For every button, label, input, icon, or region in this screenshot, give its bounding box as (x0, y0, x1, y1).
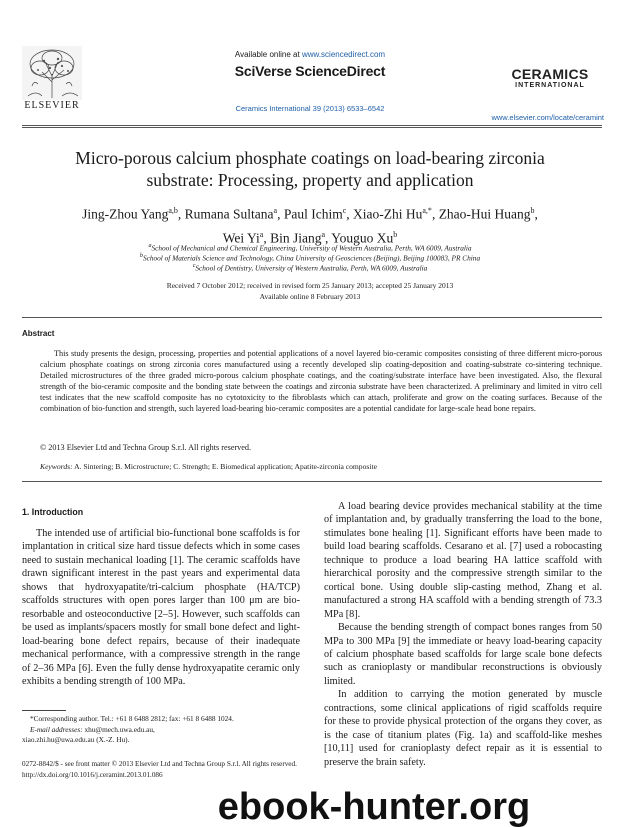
author-name[interactable]: Xiao-Zhi Hu (353, 206, 423, 222)
journal-logo-line2: INTERNATIONAL (515, 82, 585, 89)
keywords (40, 462, 377, 471)
left-column (22, 527, 300, 688)
publisher-name: ELSEVIER (24, 100, 80, 111)
author-name[interactable]: Wei Yi (222, 230, 260, 245)
keywords-label: Keywords: (40, 462, 73, 471)
footnote-rule (22, 710, 66, 711)
header-rule-secondary (22, 127, 602, 128)
doi-link[interactable]: http://dx.doi.org/10.1016/j.ceramint.2013.01.086 (22, 770, 163, 779)
paragraph: Because the bending strength of compact bones ranges from 50 MPa to 300 MPa [9] the immediate or heavy load-bearing capacity of calcium phosphate based scaffolds for large scale bone defects such as cranioplasty or mandibular reconstructions is obviously limited. (324, 622, 602, 687)
footnote (22, 714, 322, 746)
journal-reference-link[interactable]: Ceramics International 39 (2013) 6533–6542 (235, 104, 385, 113)
author-name[interactable]: Youguo Xu (331, 230, 394, 245)
watermark (144, 785, 604, 827)
affiliation: $^a$School of Mechanical and Chemical Engineering, University of Western Australia, Perth, WA 6009, Australia (148, 243, 472, 253)
sciencedirect-link[interactable]: www.sciencedirect.com (301, 50, 386, 59)
journal-logo-line1: CERAMICS (511, 66, 589, 82)
journal-homepage-link[interactable]: www.elsevier.com/locate/ceramint (491, 113, 604, 122)
paragraph: The intended use of artificial bio-functional bone scaffolds is for implantation in critical size hard tissue defects which in some cases need to sustain mechanical loading [1]. The ceramic scaffolds have drawn significant interest in the past years and experimental data shows that hydroxyapatite/tri-calcium phosphate (HA/TCP) scaffolds structures with open pores larger than 100 μm are bio-resorbable and osteoconductive [2–5]. However, such scaffolds can be used as implants/spacers mostly for small bone defect and light-load-bearing bone defect repairs, because of their inadequate mechanical performance, with a compressive strength in the range of 2–36 MPa [6]. Even the fully dense hydroxyapatite ceramic only exhibits a bending strength of 100 MPa. (22, 528, 300, 687)
email-link[interactable]: xiao.zhi.hu@uwa.edu.au (X.-Z. Hu). (22, 735, 130, 744)
header-rule (22, 125, 602, 126)
abstract-bottom-rule (22, 481, 602, 482)
online-date: Available online 8 February 2013 (259, 292, 361, 301)
available-online: Available online at www.sciencedirect.com (234, 50, 386, 59)
paragraph: A load bearing device provides mechanical stability at the time of implantation and, by gradually transferring the load to the bone, stimulates bone healing [1]. Significant efforts have been made to build load bearing scaffolds. Cesarano et al. [7] used a robocasting technique to produce a load bearing HA lattice scaffold with hierarchical porosity and the compressive strength similar to the cortical bone. Using double slip-casting method, Zhang et al. manufactured a strong HA scaffold with a bending strength of 73.3 MPa [8]. (324, 501, 602, 620)
journal-logo (500, 66, 600, 89)
author-name[interactable]: Zhao-Hui Huang (438, 206, 531, 222)
author-list: Jing-Zhou Yang$^{a,b}$, Rumana Sultana$^a$, Paul Ichim$^c$, Xiao-Zhi $Hu^{a,*}$, Zhao-Hui Huang$^b$, Wei Yi$^a$, Bin Jiang$^a$, Youguo Xu$^b$ (82, 206, 538, 245)
email-link[interactable]: xhu@mech.uwa.edu.au, (84, 724, 155, 734)
issn-copyright: 0272-8842/$ - see front matter © 2013 Elsevier Ltd and Techna Group S.r.l. All rights reserved. (22, 760, 297, 768)
section-heading: 1. Introduction (22, 507, 84, 517)
right-column (324, 500, 602, 769)
front-matter (22, 759, 602, 780)
watermark-text: ebook-hunter.org (217, 786, 531, 827)
abstract-text: This study presents the design, processing, properties and potential applications of a novel layered bio-ceramic composites consisting of three different micro-porous calcium phosphate coatings on strong zirconia cores manufactured using a recently developed slip coating-deposition and coating-substrate co-sintering technique. Detailed microstructures of the three graded micro-porous calcium phosphate coatings, and the coating/substrate interface have been investigated. Also, the flexural strength of the bio-ceramic composite and the bonding state between the coatings and zirconia substrate have been characterized. A preliminary and limited in vitro cell test indicates that the new scaffold composite has no cytotoxicity to the fibroblasts which can attach, proliferate and grow on the coating surfaces. Because of the combination of bio-function and strength, such layered load-bearing bio-ceramic composites are a potential candidate for large-scale head bone repairs. (40, 349, 602, 413)
abstract-copyright: © 2013 Elsevier Ltd and Techna Group S.r.l. All rights reserved. (40, 443, 252, 452)
affiliation: $^c$School of Dentistry, University of Western Australia, Perth, WA 6009, Australia (192, 263, 428, 273)
author-name[interactable]: Jing-Zhou Yang (82, 206, 169, 222)
received-dates: Received 7 October 2012; received in revised form 25 January 2013; accepted 25 January 2013 (166, 281, 454, 290)
keywords-text: A. Sintering; B. Microstructure; C. Strength; E. Biomedical application; Apatite-zirconia composite (74, 462, 377, 471)
article-title: Micro-porous calcium phosphate coatings on load-bearing zirconia substrate: Processing, property and application (75, 148, 545, 190)
email-label: E-mail addresses: (30, 724, 83, 734)
sciverse-brand: SciVerse ScienceDirect (234, 63, 386, 79)
paragraph: In addition to carrying the motion generated by muscle contractions, some clinical applications of rigid scaffolds require for these to provide physical protection of the organs they cover, as is the case of titanium plates (Fig. 1a) and scaffold-like meshes [10,11] used for cranioplasty defect repair as it is essential to preserve the brain safety. (324, 689, 602, 768)
author-name[interactable]: Rumana Sultana (184, 206, 274, 222)
abstract-top-rule (22, 317, 602, 318)
affiliation: $^b$School of Materials Science and Technology, China University of Geosciences (Beijing), Beijing 100083, PR China (139, 253, 481, 263)
abstract-heading: Abstract (22, 329, 55, 338)
author-name[interactable]: Paul Ichim (283, 206, 343, 222)
corresponding-author: *Corresponding author. Tel.: +61 8 6488 2812; fax: +61 8 6488 1024. (30, 714, 234, 723)
author-name[interactable]: Bin Jiang (270, 230, 322, 245)
